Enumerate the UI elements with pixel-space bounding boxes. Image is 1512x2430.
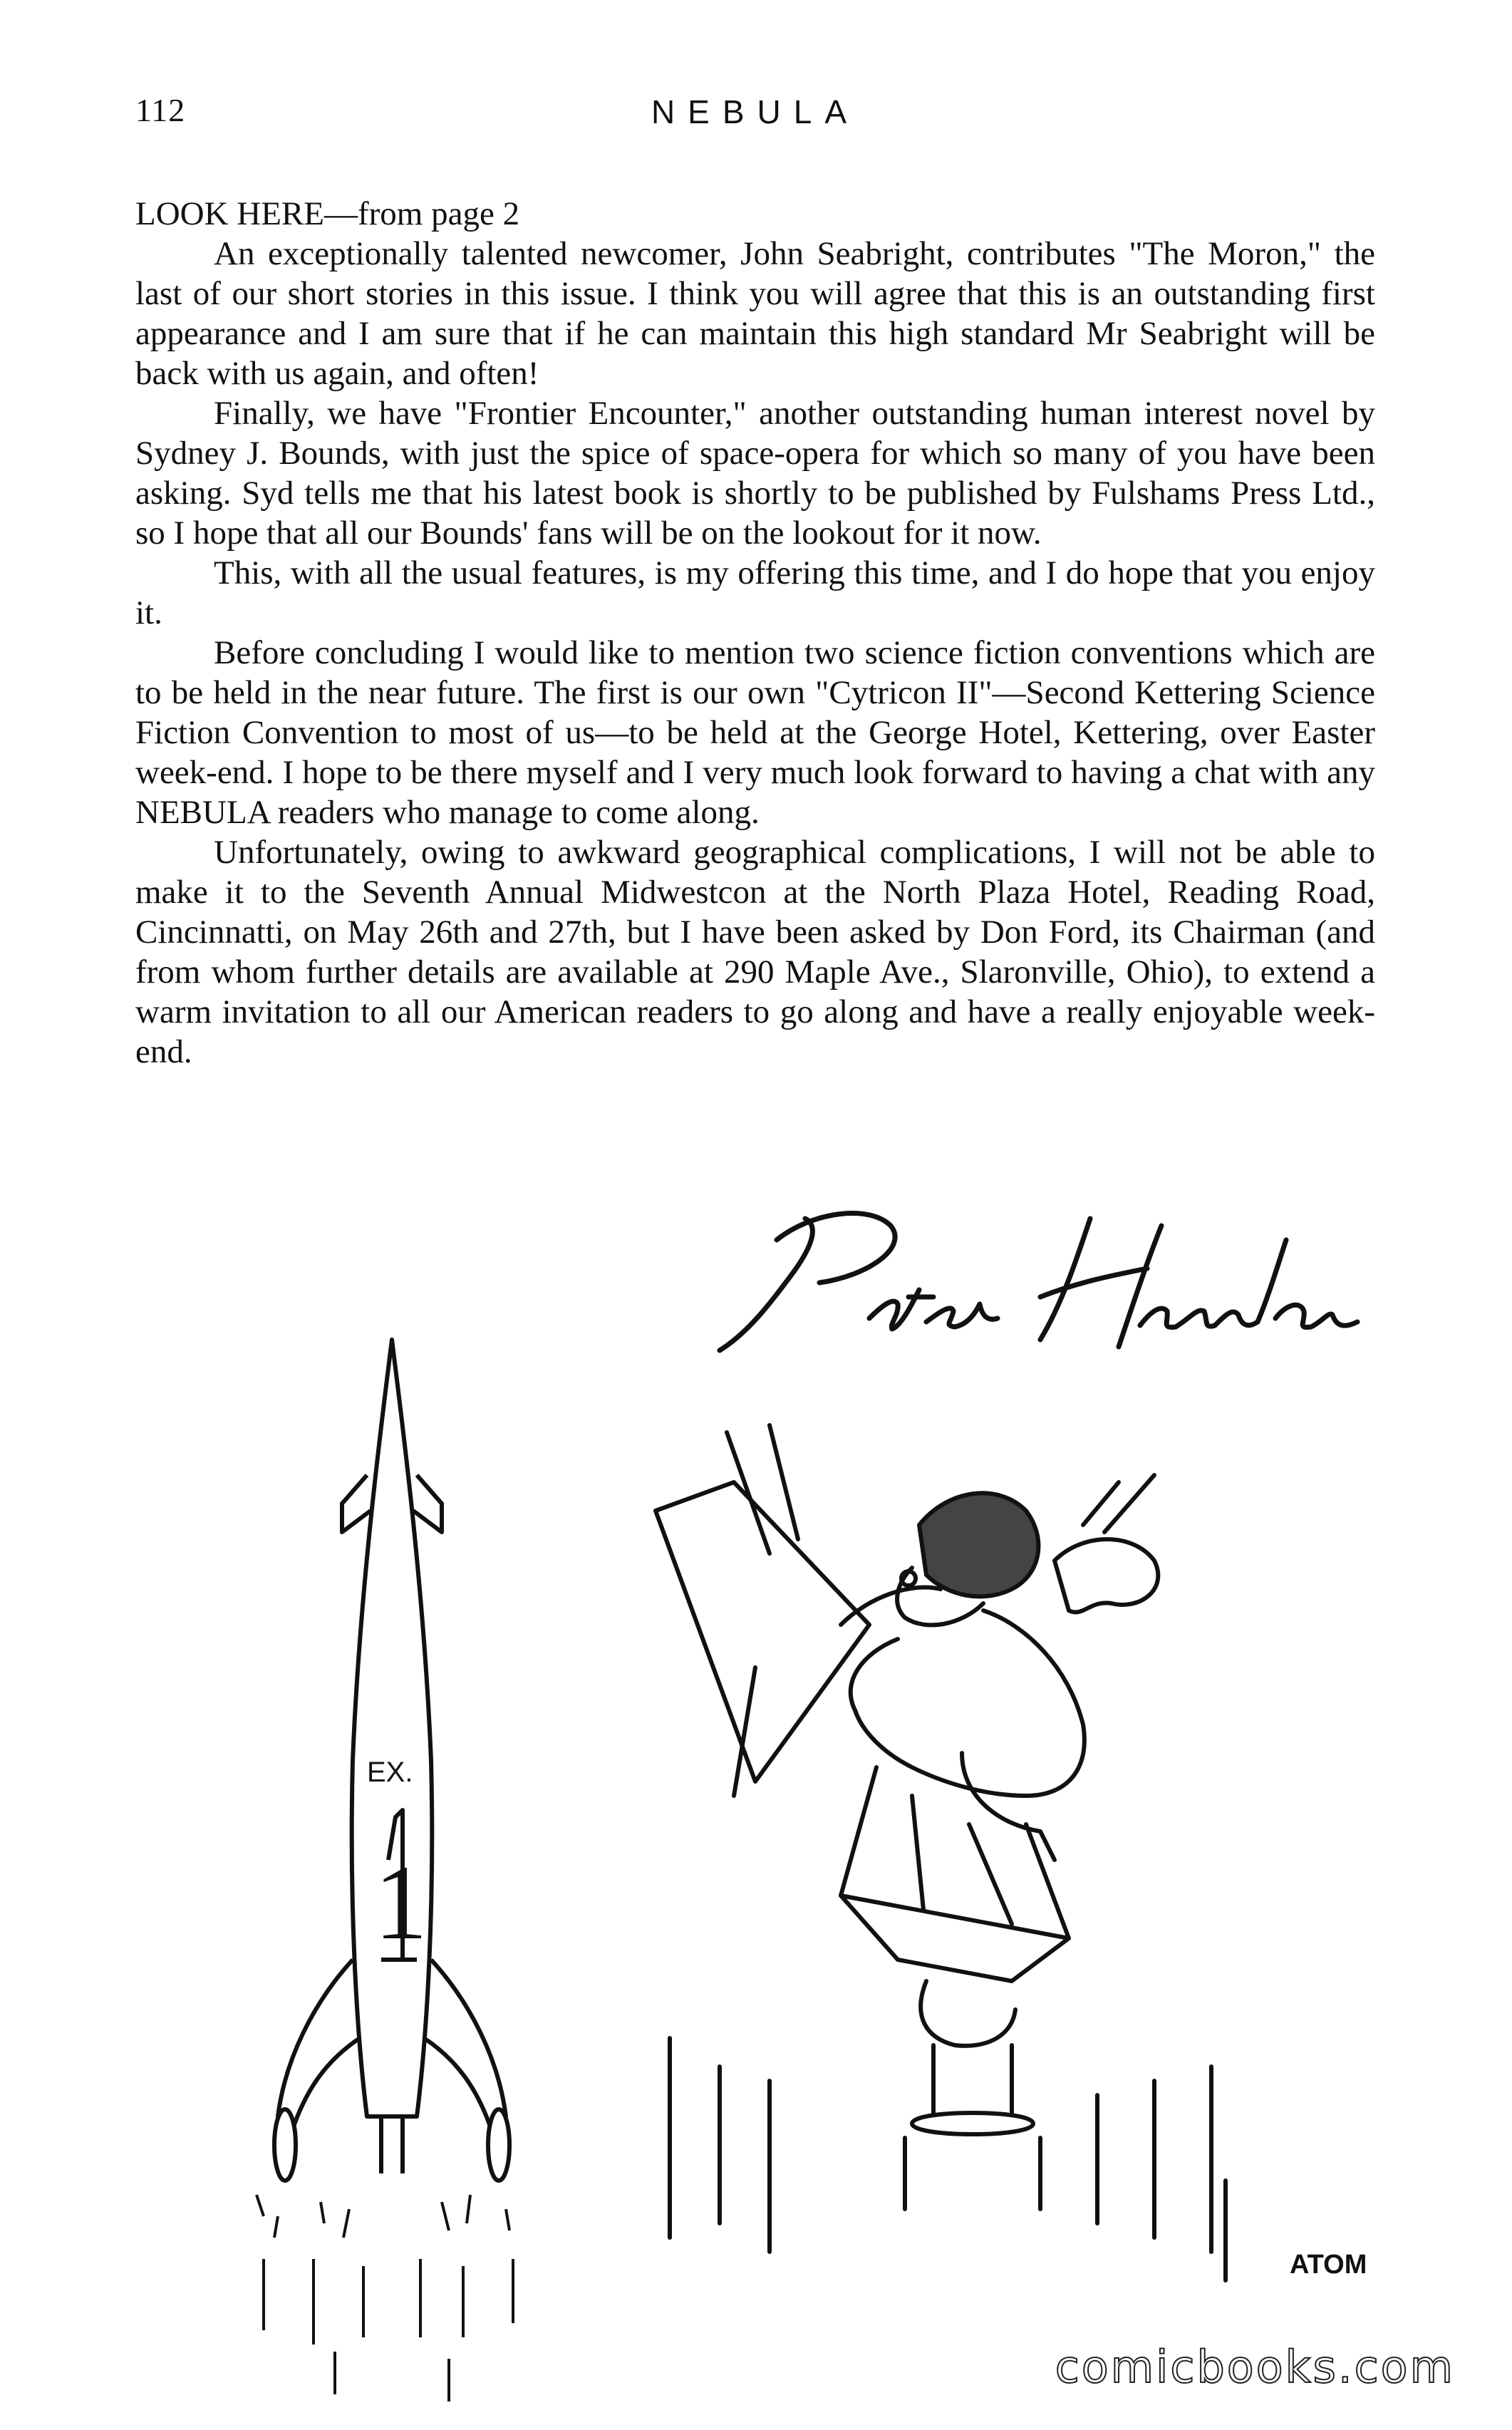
- paragraph: This, with all the usual features, is my offering this time, and I do hope that you enjoy it.: [135, 554, 1375, 631]
- rocket-marking-number: 1: [374, 1844, 428, 1962]
- watermark: comicbooks.com: [1055, 2341, 1455, 2393]
- editor-signature: [705, 1197, 1368, 1368]
- rocket-marking-top: EX.: [367, 1757, 413, 1788]
- artist-signature: ATOM: [1290, 2250, 1367, 2280]
- paragraph: Unfortunately, owing to awkward geographical complications, I will not be able to make it to the Seventh Annual Midwestcon at the North Plaza Hotel, Reading Road, Cincinnatti, on May 26th and 27th, but I have been asked by Don Ford, its Chairman (and from whom further details are available at 290 Maple Ave., Slaronville, Ohio), to extend a warm invitation to all our American readers to go along and have a really enjoyable week-end.: [135, 834, 1375, 1070]
- editorial-article: [135, 194, 1375, 1072]
- rocket-illustration: [235, 1318, 549, 2430]
- artist-illustration: [627, 1397, 1397, 2352]
- article-heading: LOOK HERE—from page 2: [135, 195, 520, 232]
- page-header: [135, 91, 1375, 141]
- page-number: 112: [135, 92, 186, 128]
- magazine-title: NEBULA: [651, 93, 860, 130]
- paragraph: Finally, we have "Frontier Encounter," another outstanding human interest novel by Sydney J. Bounds, with just the spice of space-opera for which so many of you have been asking. Syd tells me that his latest book is shortly to be published by Fulshams Press Ltd., so I hope that all our Bounds' fans will be on the lookout for it now.: [135, 395, 1375, 552]
- paragraph: An exceptionally talented newcomer, John Seabright, contributes "The Moron," the last of our short stories in this issue. I think you will agree that this is an outstanding first appearance and I am sure that if he can maintain this high standard Mr Seabright will be back with us again, and often!: [135, 235, 1375, 392]
- paragraph: Before concluding I would like to mention two science fiction conventions which are to be held in the near future. The first is our own "Cytricon II"—Second Kettering Science Fiction Convention to most of us—to be held at the George Hotel, Kettering, over Easter week-end. I hope to be there myself and I very much look forward to having a chat with any NEBULA readers who manage to come along.: [135, 634, 1375, 831]
